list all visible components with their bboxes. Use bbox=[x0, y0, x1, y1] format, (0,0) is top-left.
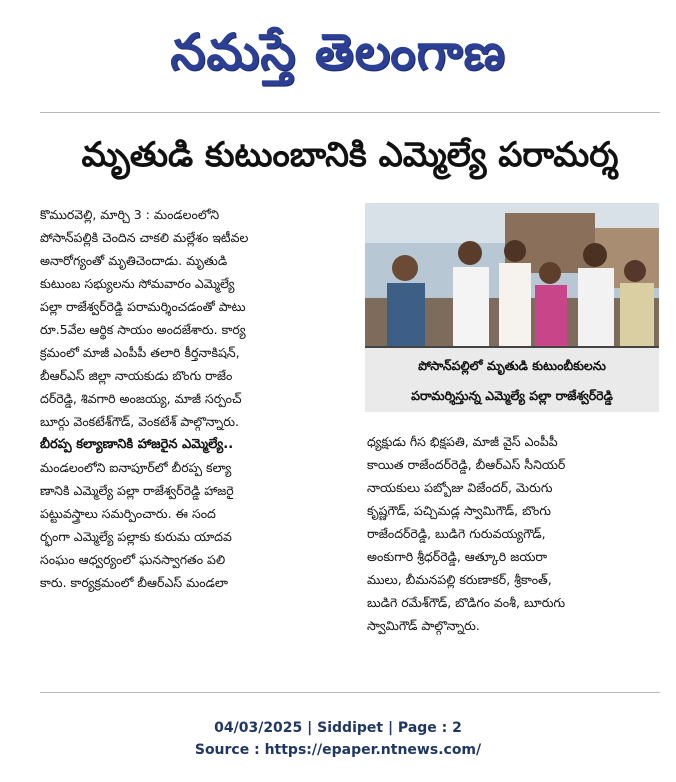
text-line: ములు, బీమనపల్లి కరుణాకర్, శ్రీకాంత్, bbox=[367, 572, 552, 587]
article-column-right bbox=[367, 430, 659, 680]
text-line: కుటుంబ సభ్యులను సోమవారం ఎమ్మెల్యే bbox=[40, 276, 235, 291]
text-line: మండలంలోని ఐనాపూర్‌లో బీరప్ప కల్యా bbox=[40, 460, 232, 475]
text-line: బుడిగె రమేశ్‌గౌడ్, బొడిగం వంశీ, బూరుగు bbox=[367, 595, 566, 610]
headline: మృతుడి కుటుంబానికి ఎమ్మెల్యే పరామర్శ bbox=[81, 135, 619, 175]
text-line: పట్టువస్త్రాలు సమర్పించారు. ఈ సంద bbox=[40, 506, 216, 521]
photo-caption bbox=[365, 346, 659, 412]
footer-meta: 04/03/2025 | Siddipet | Page : 2 bbox=[214, 720, 462, 736]
article-column-left bbox=[40, 203, 358, 683]
page-footer bbox=[0, 717, 676, 761]
text-line: దర్‌రెడ్డి, శివగారి అంజయ్య, మాజీ సర్పంచ్ bbox=[40, 391, 242, 406]
text-line: కొమురవెల్లి, మార్చి 3 : మండలంలోని bbox=[40, 207, 220, 222]
text-line: అనారోగ్యంతో మృతిచెందాడు. మృతుడి bbox=[40, 253, 228, 268]
divider bbox=[40, 112, 660, 113]
text-line: నాయకులు పబ్బోజు విజేందర్, మెరుగు bbox=[367, 480, 553, 495]
text-line: ణానికి ఎమ్మెల్యే పల్లా రాజేశ్వర్‌రెడ్డి హాజరై bbox=[40, 483, 234, 498]
text-line: అంకుగారి శ్రీధర్‌రెడ్డి, ఆత్కూరి జయరా bbox=[367, 549, 548, 564]
subheading: బీరప్ప కల్యాణానికి హాజరైన ఎమ్మెల్యే.. bbox=[40, 437, 234, 452]
text-line: రాజేందర్‌రెడ్డి, బుడిగె గురువయ్యగౌడ్, bbox=[367, 526, 546, 541]
masthead bbox=[40, 6, 636, 98]
text-line: పల్లా రాజేశ్వర్‌రెడ్డి పరామర్శించడంతో పాటు bbox=[40, 299, 246, 314]
text-line: సంఘం ఆధ్వర్యంలో ఘనస్వాగతం పలి bbox=[40, 552, 226, 567]
text-line: స్వామిగౌడ్ పాల్గొన్నారు. bbox=[367, 618, 480, 633]
text-line: రూ.5వేల ఆర్థిక సాయం అందజేశారు. కార్య bbox=[40, 322, 246, 337]
text-line: బీఆర్‌ఎస్ జిల్లా నాయకుడు బొంగు రాజేం bbox=[40, 368, 233, 383]
text-line: పోసాన్‌పల్లికి చెందిన చాకలి మల్లేశం ఇటీవల bbox=[40, 230, 249, 245]
divider bbox=[40, 692, 660, 693]
caption-line: పోసాన్‌పల్లిలో మృతుడి కుటుంబీకులను bbox=[418, 358, 606, 373]
newspaper-logo: నమస్తే తెలంగాణ bbox=[170, 22, 506, 81]
text-line: కాయిత రాజేందర్‌రెడ్డి, బీఆర్‌ఎస్ సీనియర్ bbox=[367, 457, 566, 472]
text-line: కృష్ణగౌడ్, పచ్చిమడ్ల స్వామిగౌడ్, బొంగు bbox=[367, 503, 551, 518]
footer-source: Source : https://epaper.ntnews.com/ bbox=[194, 742, 482, 758]
news-photo bbox=[365, 203, 659, 346]
text-line: క్రమంలో మాజీ ఎంపీపీ తలారి కీర్తనాకిషన్, bbox=[40, 345, 240, 360]
news-photo-illustration bbox=[365, 203, 659, 346]
text-line: కారు. కార్యక్రమంలో బీఆర్‌ఎస్ మండలా bbox=[40, 575, 228, 590]
text-line: ర్భంగా ఎమ్మెల్యే పల్లాకు కురుమ యాదవ bbox=[40, 529, 232, 544]
text-line: బూర్గు వెంకటేశ్‌గౌడ్, వెంకటేశ్ పాల్గొన్నారు. bbox=[40, 414, 239, 429]
text-line: ధ్యక్షుడు గీస భిక్షపతి, మాజీ వైస్ ఎంపీపీ bbox=[367, 434, 558, 449]
caption-line: పరామర్శిస్తున్న ఎమ్మెల్యే పల్లా రాజేశ్వర్‌రెడ్డి bbox=[411, 388, 613, 403]
